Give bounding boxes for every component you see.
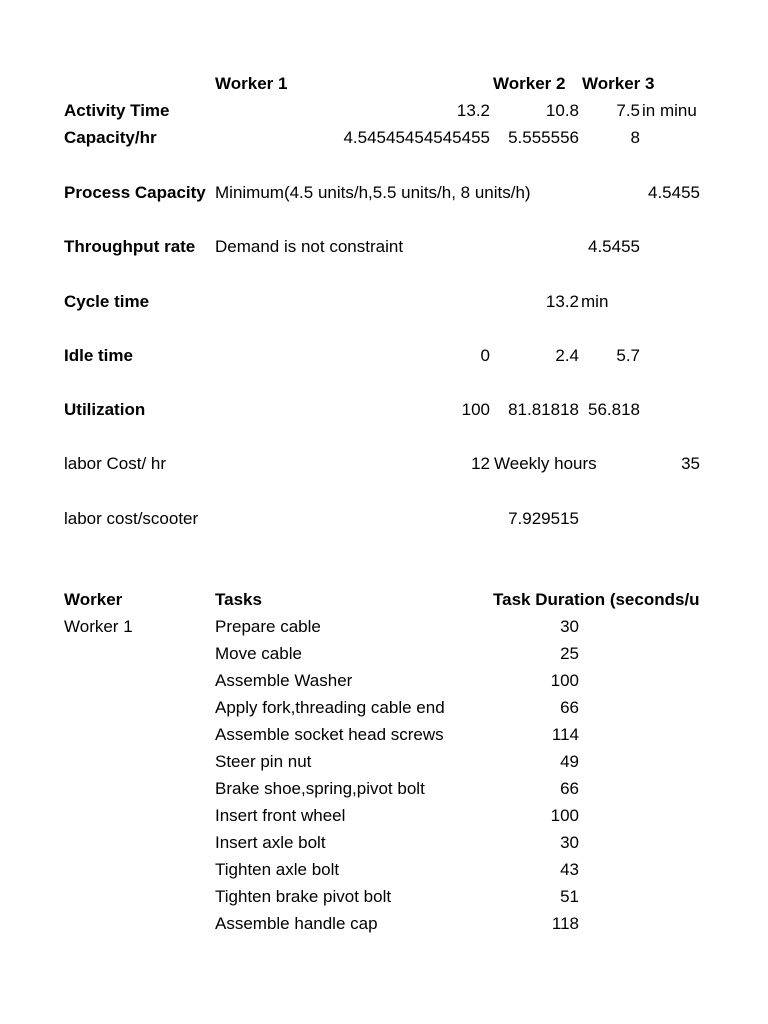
activity-time-worker-3: 7.5 [616, 101, 640, 120]
idle-time-worker-2: 2.4 [555, 346, 579, 365]
task-duration: 114 [551, 725, 579, 744]
task-name: Prepare cable [215, 617, 321, 636]
task-duration: 66 [560, 698, 579, 717]
labor-cost-hr-value: 12 [471, 454, 490, 473]
activity-time-worker-2: 10.8 [545, 101, 579, 120]
task-name: Assemble handle cap [215, 914, 378, 933]
task-name: Move cable [215, 644, 302, 663]
task-duration: 118 [551, 914, 579, 933]
task-duration: 100 [550, 806, 579, 825]
weekly-hours-value: 35 [681, 454, 700, 473]
tasks-header-worker: Worker [64, 590, 123, 609]
header-worker-2: Worker 2 [493, 74, 566, 93]
task-duration: 30 [560, 833, 579, 852]
cycle-time-label: Cycle time [64, 292, 150, 311]
activity-time-unit: in minu [642, 101, 697, 120]
labor-cost-scooter-label: labor cost/scooter [64, 509, 199, 528]
task-name: Insert front wheel [215, 806, 346, 825]
tasks-worker-name: Worker 1 [64, 617, 133, 636]
tasks-header-tasks: Tasks [215, 590, 262, 609]
utilization-worker-1: 100 [461, 400, 490, 419]
task-duration: 30 [560, 617, 579, 636]
header-worker-1: Worker 1 [215, 74, 288, 93]
header-worker-3: Worker 3 [582, 74, 655, 93]
task-duration: 100 [550, 671, 579, 690]
process-capacity-value: 4.5455 [648, 183, 700, 202]
task-name: Assemble socket head screws [215, 725, 444, 744]
process-capacity-label: Process Capacity [64, 183, 206, 202]
capacity-worker-2: 5.555556 [508, 128, 579, 147]
activity-time-label: Activity Time [64, 101, 170, 120]
task-name: Tighten axle bolt [215, 860, 340, 879]
activity-time-worker-1: 13.2 [456, 101, 490, 120]
throughput-note: Demand is not constraint [215, 237, 404, 256]
task-duration: 43 [560, 860, 579, 879]
capacity-worker-1: 4.54545454545455 [343, 128, 490, 147]
cycle-time-unit: min [581, 292, 609, 311]
idle-time-worker-1: 0 [480, 346, 490, 365]
task-name: Steer pin nut [215, 752, 312, 771]
utilization-label: Utilization [64, 400, 146, 419]
task-duration: 66 [560, 779, 579, 798]
task-name: Assemble Washer [215, 671, 353, 690]
task-name: Apply fork,threading cable end [215, 698, 445, 717]
utilization-worker-3: 56.818 [588, 400, 640, 419]
labor-cost-hr-label: labor Cost/ hr [64, 454, 167, 473]
tasks-header-duration: Task Duration (seconds/u [493, 590, 700, 609]
task-name: Tighten brake pivot bolt [215, 887, 392, 906]
utilization-worker-2: 81.81818 [508, 400, 579, 419]
task-name: Insert axle bolt [215, 833, 326, 852]
task-duration: 51 [560, 887, 579, 906]
capacity-worker-3: 8 [630, 128, 640, 147]
task-duration: 25 [560, 644, 579, 663]
idle-time-worker-3: 5.7 [616, 346, 640, 365]
labor-cost-scooter-value: 7.929515 [508, 509, 579, 528]
idle-time-label: Idle time [64, 346, 133, 365]
task-name: Brake shoe,spring,pivot bolt [215, 779, 425, 798]
capacity-label: Capacity/hr [64, 128, 157, 147]
weekly-hours-label: Weekly hours [494, 454, 597, 473]
process-capacity-formula: Minimum(4.5 units/h,5.5 units/h, 8 units/h) [215, 183, 531, 202]
task-duration: 49 [560, 752, 579, 771]
cycle-time-value: 13.2 [545, 292, 579, 311]
throughput-value: 4.5455 [588, 237, 640, 256]
throughput-label: Throughput rate [64, 237, 196, 256]
